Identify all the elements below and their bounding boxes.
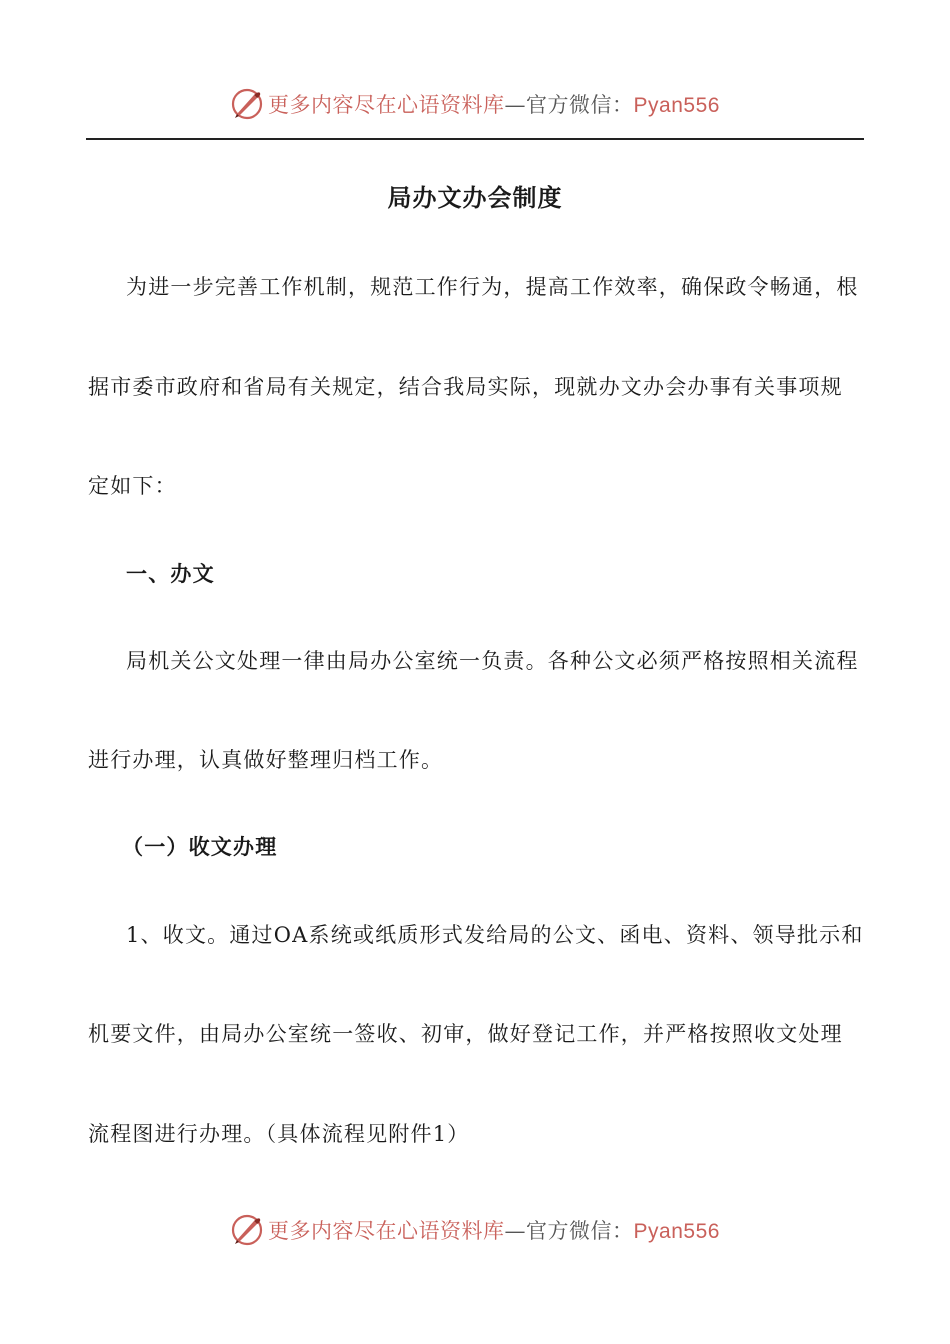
footer-banner: [0, 1210, 950, 1250]
header-divider: [86, 138, 864, 140]
document-title: 局办文办会制度: [387, 183, 563, 212]
intro-line-1: 为进一步完善工作机制，规范工作行为，提高工作效率，确保政令畅通，根: [126, 275, 859, 299]
footer-wechat-id: Pyan556: [633, 1220, 720, 1243]
item1-line-1: 1、收文。通过OA系统或纸质形式发给局的公文、函电、资料、领导批示和: [126, 923, 864, 947]
intro-line-3: 定如下：: [88, 474, 177, 498]
footer-official-label: 官方微信：: [526, 1219, 634, 1243]
item1-line-2: 机要文件，由局办公室统一签收、初审，做好登记工作，并严格按照收文处理: [88, 1022, 843, 1046]
quill-pen-logo-icon: [230, 1213, 264, 1247]
section1-line-2: 进行办理，认真做好整理归档工作。: [88, 748, 444, 772]
banner-text: [268, 89, 720, 119]
section-heading-1: 一、办文: [126, 561, 215, 586]
banner-brand-text: 更多内容尽在心语资料库: [268, 93, 505, 117]
footer-brand-text: 更多内容尽在心语资料库: [268, 1219, 505, 1243]
banner-dash: —: [504, 93, 527, 117]
banner-official-label: 官方微信：: [526, 93, 634, 117]
footer-dash: —: [504, 1219, 527, 1243]
intro-line-2: 据市委市政府和省局有关规定，结合我局实际，现就办文办会办事有关事项规: [88, 375, 843, 399]
item1-line-3: 流程图进行办理。（具体流程见附件1）: [88, 1122, 470, 1146]
banner-wechat-id: Pyan556: [633, 94, 720, 117]
subsection-heading-1: （一）收文办理: [122, 834, 278, 859]
section1-line-1: 局机关公文处理一律由局办公室统一负责。各种公文必须严格按照相关流程: [126, 649, 859, 673]
quill-pen-logo-icon: [230, 87, 264, 121]
header-banner: [0, 84, 950, 124]
footer-banner-text: [268, 1215, 720, 1245]
